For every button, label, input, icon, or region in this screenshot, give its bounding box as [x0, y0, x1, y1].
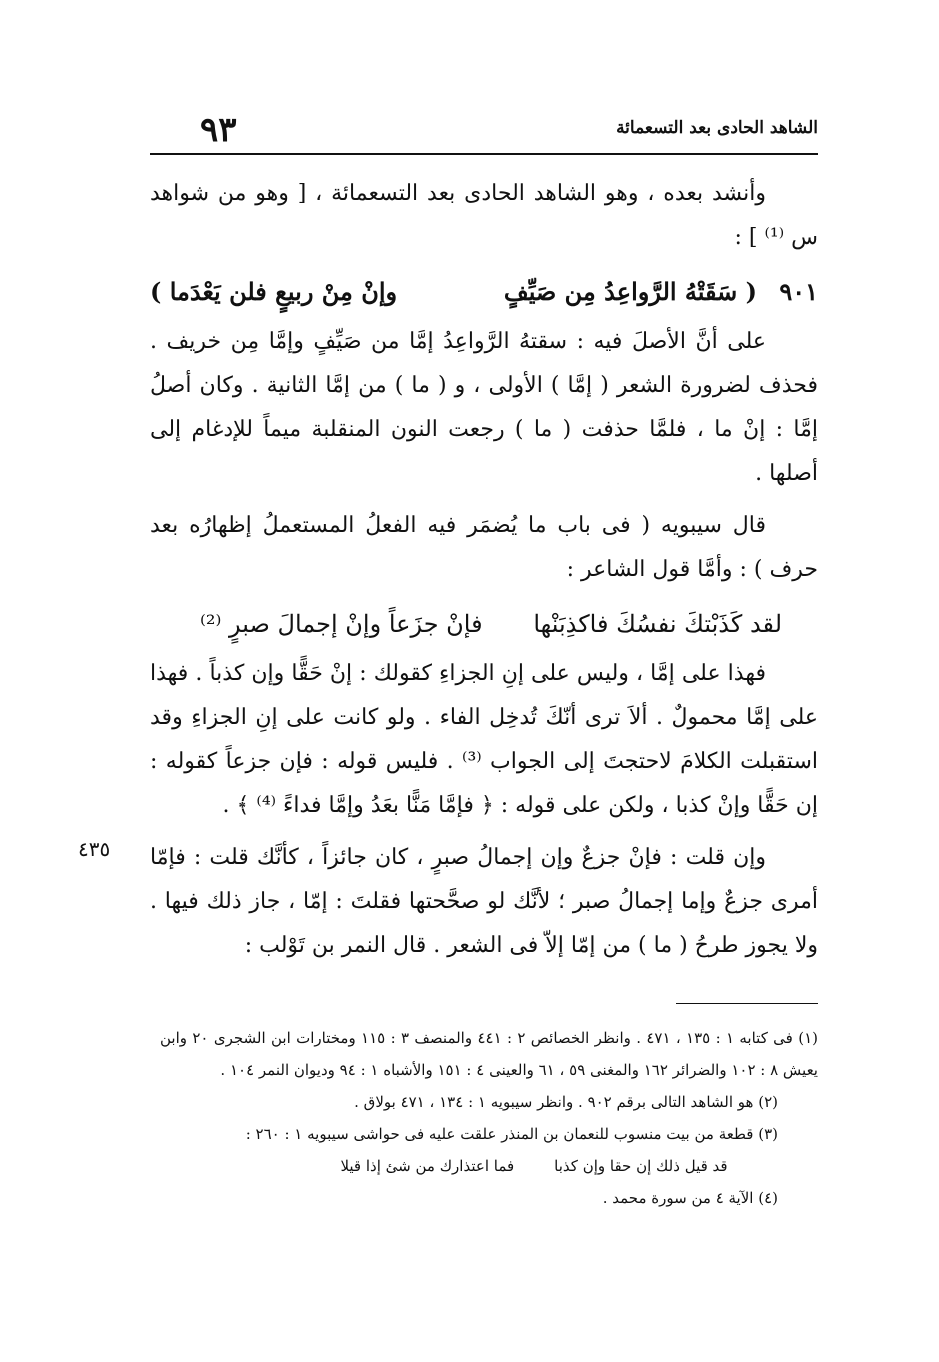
footnote-2: (٢) هو الشاهد التالى برقم ٩٠٢ . وانظر سيبويه ١ : ١٣٤ ، ٤٧١ بولاق .: [354, 1093, 778, 1111]
paragraph-4: وإن قلت : فإنْ جزعٌ وإن إجمالُ صبرٍ ، كان جائزاً ، كأنَّك قلت : فإمّا أمرى جزعٌ وإما إجمالُ صبر ؛ لأنَّك لو صحَّحتها فقلتَ : إمّا ، جاز ذلك فيها . ولا يجوز طرحُ ( ما ) من إمّا إلاّ فى الشعر . قال النمر بن تَوْلب :: [150, 845, 818, 958]
paragraph-2: قال سيبويه ( فى باب ما يُضمَر فيه الفعلُ المستعملُ إظهارُه بعد حرف ) : وأمَّا قول الشاعر :: [150, 513, 818, 582]
header-rule: [150, 153, 818, 155]
footnotes: [160, 1022, 818, 1214]
page-number: ٩٣: [200, 110, 237, 150]
footnote-3-verse-second: فما اعتذارك من شئ إذا قيلا: [340, 1157, 515, 1175]
verse-901-first-text: ( سَقَتْهُ الرَّواعِدُ مِن صَيِّفٍ: [503, 277, 757, 306]
main-text: [150, 172, 818, 968]
verse-901-second-hemistich: وإنْ مِنْ ربيعٍ فلن يَعْدَما ): [150, 277, 398, 306]
paragraph-1: على أنَّ الأصلَ فيه : سقتهُ الرَّواعِدُ إمَّا من صَيِّفٍ وإمَّا مِن خريف . فحذف لضرورة الشعر ( إمَّا ) الأولى ، و ( ما ) من إمَّا الثانية . وكان أصلُ إمَّا : إنْ ما ، فلمَّا حذفت ( ما ) رجعت النون المنقلبة ميماً للإدغام إلى أصلها .: [150, 329, 818, 486]
margin-page-reference: ٤٣٥: [78, 837, 111, 861]
verse-901: [150, 268, 818, 316]
footnote-rule: [676, 1003, 818, 1004]
footnote-1: (١) فى كتابه ١ : ١٣٥ ، ٤٧١ . وانظر الخصائص ٢ : ٤٤١ والمنصف ٣ : ١١٥ ومختارات ابن الشجرى ٢٠ وابن يعيش ٨ : ١٠٢ والضرائر ١٦٢ والمغنى ٥٩ ، ٦١ والعينى ٤ : ١٥١ والأشباه ١ : ٩٤ وديوان النمر ١٠٤ .: [160, 1029, 818, 1079]
verse-901-first-hemistich: [504, 268, 818, 316]
verse-2-second-hemistich: فإنْ جزَعاً وإنْ إجمالَ صبرٍ ⁽²⁾: [200, 610, 483, 638]
intro-paragraph: وأنشد بعده ، وهو الشاهد الحادى بعد التسعمائة ، [ وهو من شواهد س ⁽¹⁾ ] :: [150, 181, 818, 250]
page-header: [150, 108, 818, 150]
verse-2-first-hemistich: لقد كَذَبْتكَ نفسُكَ فاكذِبَنْها: [533, 610, 782, 638]
verse-number: ٩٠١: [779, 277, 818, 306]
footnote-4: (٤) الآية ٤ من سورة محمد .: [602, 1189, 778, 1207]
verse-2: [150, 600, 818, 648]
running-title: الشاهد الحادى بعد التسعمائة: [616, 118, 818, 138]
footnote-3-verse-first: قد قيل ذلك إن حقا وإن كذبا: [554, 1157, 728, 1175]
footnote-3-verse: [160, 1150, 818, 1182]
paragraph-3: فهذا على إمَّا ، وليس على إنِ الجزاءِ كقولك : إنْ حَقًّا وإن كذباً . فهذا على إمَّا محمولٌ . ألاَ ترى أنّكَ تُدخِل الفاء . ولو كانت على إنِ الجزاءِ وقد استقبلت الكلامَ لاحتجتَ إلى الجواب ⁽³⁾ . فليس قوله : فإن جزعاً كقوله : إن حَقًّا وإنْ كذبا ، ولكن على قوله : ﴿ فإمَّا مَنًّا بعَدُ وإمَّا فداءً ⁽⁴⁾ ﴾ .: [150, 661, 818, 818]
footnote-3: (٣) قطعة من بيت منسوب للنعمان بن المنذر علقت عليه فى حواشى سيبويه ١ : ٢٦٠ :: [245, 1125, 778, 1143]
